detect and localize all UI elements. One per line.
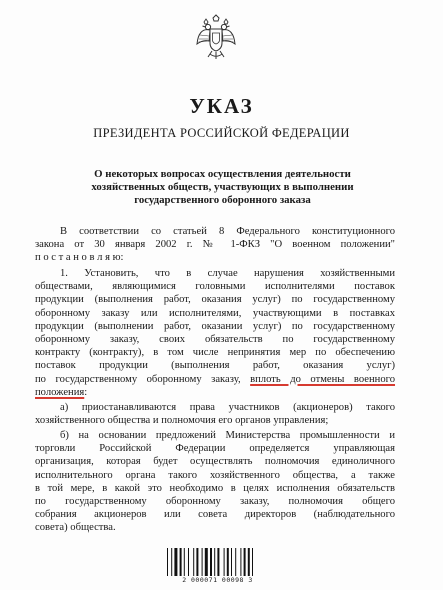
barcode-bar [231, 548, 232, 576]
highlighted-phrase: вплоть до отмены военного [250, 373, 396, 385]
body-line: исполнительного органа такого хозяйственного общества, а также [35, 469, 395, 481]
body-line [35, 386, 395, 399]
highlighted-phrase: положения [35, 386, 85, 398]
barcode-bar [252, 548, 253, 576]
decree-heading [60, 167, 385, 207]
body-line: В соответствии со статьей 8 Федерального конституционного [60, 226, 395, 237]
barcode-bar [174, 548, 177, 576]
barcode-bar [171, 548, 172, 576]
paragraph-b [35, 429, 395, 535]
barcode-bar [248, 548, 250, 576]
barcode-bar [235, 548, 236, 576]
body-line: продукции (выполнении работ, оказании услуг) по государственному [35, 320, 395, 332]
body-line: а) приостанавливаются права участников (акционеров) такого [60, 402, 395, 413]
document-title: УКАЗ [189, 94, 254, 118]
barcode-bar [240, 548, 241, 576]
body-line: совета) общества. [35, 522, 116, 534]
barcode-bar [210, 548, 212, 576]
barcode-bar [167, 548, 168, 576]
body-line: хозяйственного общества и полномочия его органов управления; [35, 415, 329, 427]
body-line: торговли Российской Федерации определяется управляющая [35, 443, 395, 455]
document-subtitle: ПРЕЗИДЕНТА РОССИЙСКОЙ ФЕДЕРАЦИИ [93, 126, 350, 140]
body-line [35, 373, 395, 386]
body-line: организация, которая будет осуществлять полномочия единоличного [35, 456, 395, 468]
body-line: оборонному заказу, своих обязательств по государственному [35, 333, 395, 345]
barcode-number: 2 000071 00098 3 [182, 576, 253, 584]
barcode-bar [188, 548, 189, 576]
barcode-bar [214, 548, 215, 576]
body-text: по государственному оборонному заказу, [35, 373, 251, 385]
barcode-bar [202, 548, 203, 576]
body-line: поставок продукции (выполнения работ, оказания услуг) [35, 360, 395, 372]
body-line: 1. Установить, что в случае нарушения хозяйственными [60, 268, 395, 279]
heading-line: государственного оборонного заказа [134, 194, 311, 207]
heading-line: О некоторых вопросах осуществления деятельности [94, 168, 351, 180]
body-line: закона от 30 января 2002 г. № 1-ФКЗ "О военном положении" [35, 239, 395, 251]
intro-paragraph [35, 225, 395, 265]
barcode-bar [184, 548, 185, 576]
body-line: собрания акционеров или совета директоров (наблюдательного [35, 509, 395, 521]
body-line: продукции (выполнения работ, оказания услуг) по государственному [35, 294, 395, 306]
barcode-bar [227, 548, 229, 576]
barcode [165, 548, 270, 576]
barcode-bar [224, 548, 225, 576]
body-line: п о с т а н о в л я ю: [35, 252, 124, 264]
heading-line: хозяйственных обществ, участвующих в выполнении [91, 181, 354, 194]
barcode-bar [180, 548, 182, 576]
body-line: контракту (контракту), в том числе непринятия мер по обеспечению [35, 347, 395, 359]
body-line: в той мере, в какой это необходимо в целях исполнения обязательств [35, 482, 395, 494]
body-line: оборонному заказу или исполнителями, участвующими в поставках [35, 307, 395, 319]
barcode-bar [193, 548, 194, 576]
body-line: б) на основании предложений Министерства промышленности и [60, 430, 395, 441]
paragraph-1 [35, 267, 395, 399]
barcode-bar [244, 548, 246, 576]
body-line: обществами, являющимися головными исполнителями поставок [35, 281, 395, 293]
barcode-bar [196, 548, 198, 576]
body-text: : [84, 386, 88, 398]
coat-of-arms-icon [196, 14, 236, 60]
body-line: по государственному оборонному заказу, полномочия общего [35, 495, 395, 507]
barcode-bar [217, 548, 219, 576]
barcode-bar [205, 548, 208, 576]
paragraph-a [35, 401, 395, 427]
